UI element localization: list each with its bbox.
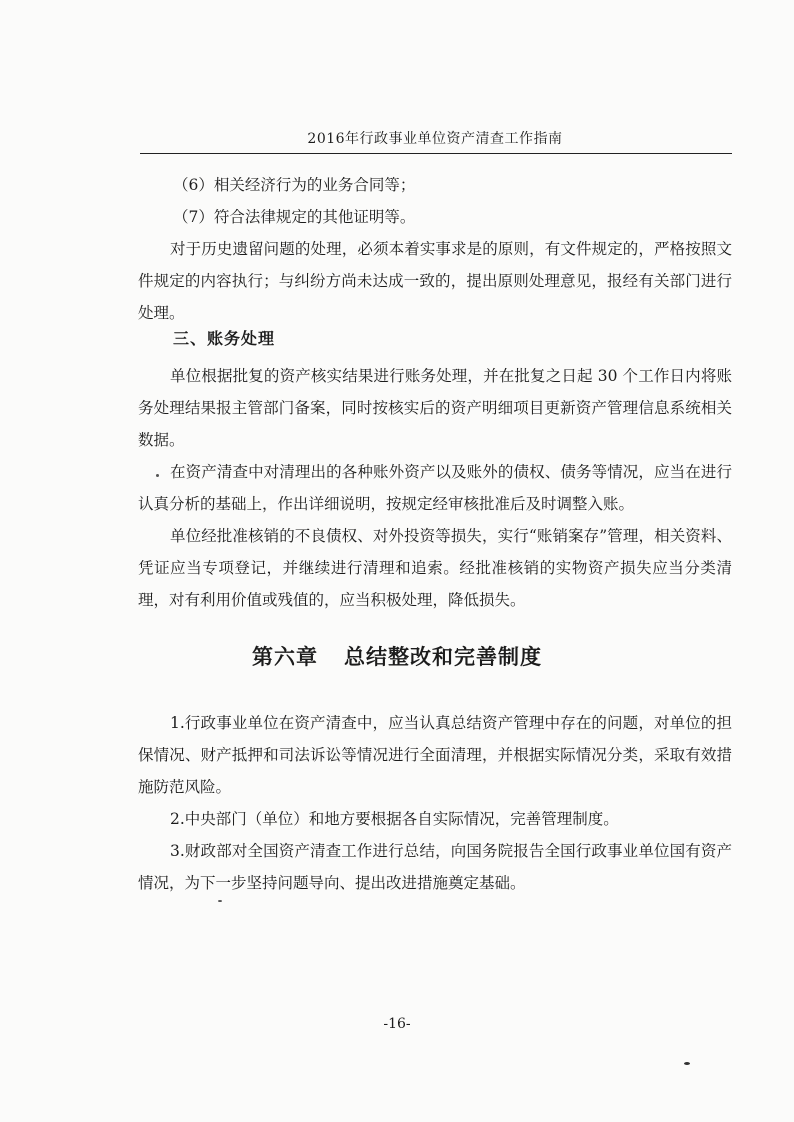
- chapter-number: 第六章: [252, 644, 318, 669]
- list-item-7: （7）符合法律规定的其他证明等。: [173, 208, 416, 226]
- chapter-point-3: 3.财政部对全国资产清查工作进行总结，向国务院报告全国行政事业单位国有资产情况，为下一步坚持问题导向、提出改进措施奠定基础。: [138, 842, 732, 892]
- paragraph-accounting-1: 单位根据批复的资产核实结果进行账务处理，并在批复之日起 30 个工作日内将账务处理结果报主管部门备案，同时按核实后的资产明细项目更新资产管理信息系统相关数据。: [138, 367, 732, 449]
- chapter-title: [0, 641, 794, 671]
- running-header: 2016年行政事业单位资产清查工作指南: [307, 131, 563, 147]
- chapter-point-2: 2.中央部门（单位）和地方要根据各自实际情况，完善管理制度。: [170, 810, 619, 828]
- scan-speck: [218, 900, 222, 902]
- scan-speck: [684, 1062, 690, 1065]
- paragraph-accounting-3: 单位经批准核销的不良债权、对外投资等损失，实行“账销案存”管理，相关资料、凭证应当专项登记，并继续进行清理和追索。经批准核销的实物资产损失应当分类清理，对有利用价值或残值的，应当积极处理，降低损失。: [138, 527, 732, 609]
- list-item-6: （6）相关经济行为的业务合同等；: [173, 176, 416, 194]
- chapter-point-1: 1.行政事业单位在资产清查中，应当认真总结资产管理中存在的问题，对单位的担保情况、财产抵押和司法诉讼等情况进行全面清理，并根据实际情况分类，采取有效措施防范风险。: [138, 714, 732, 796]
- chapter-name: 总结整改和完善制度: [344, 644, 542, 669]
- section-heading-accounting: 三、账务处理: [173, 329, 276, 348]
- paragraph-historical-issues: 对于历史遗留问题的处理，必须本着实事求是的原则，有文件规定的，严格按照文件规定的内容执行；与纠纷方尚未达成一致的，提出原则处理意见，报经有关部门进行处理。: [138, 240, 732, 322]
- header-rule: [140, 153, 732, 154]
- scan-speck: [156, 474, 159, 477]
- page-number: -16-: [383, 1016, 411, 1032]
- paragraph-accounting-2: 在资产清查中对清理出的各种账外资产以及账外的债权、债务等情况，应当在进行认真分析的基础上，作出详细说明，按规定经审核批准后及时调整入账。: [138, 463, 732, 513]
